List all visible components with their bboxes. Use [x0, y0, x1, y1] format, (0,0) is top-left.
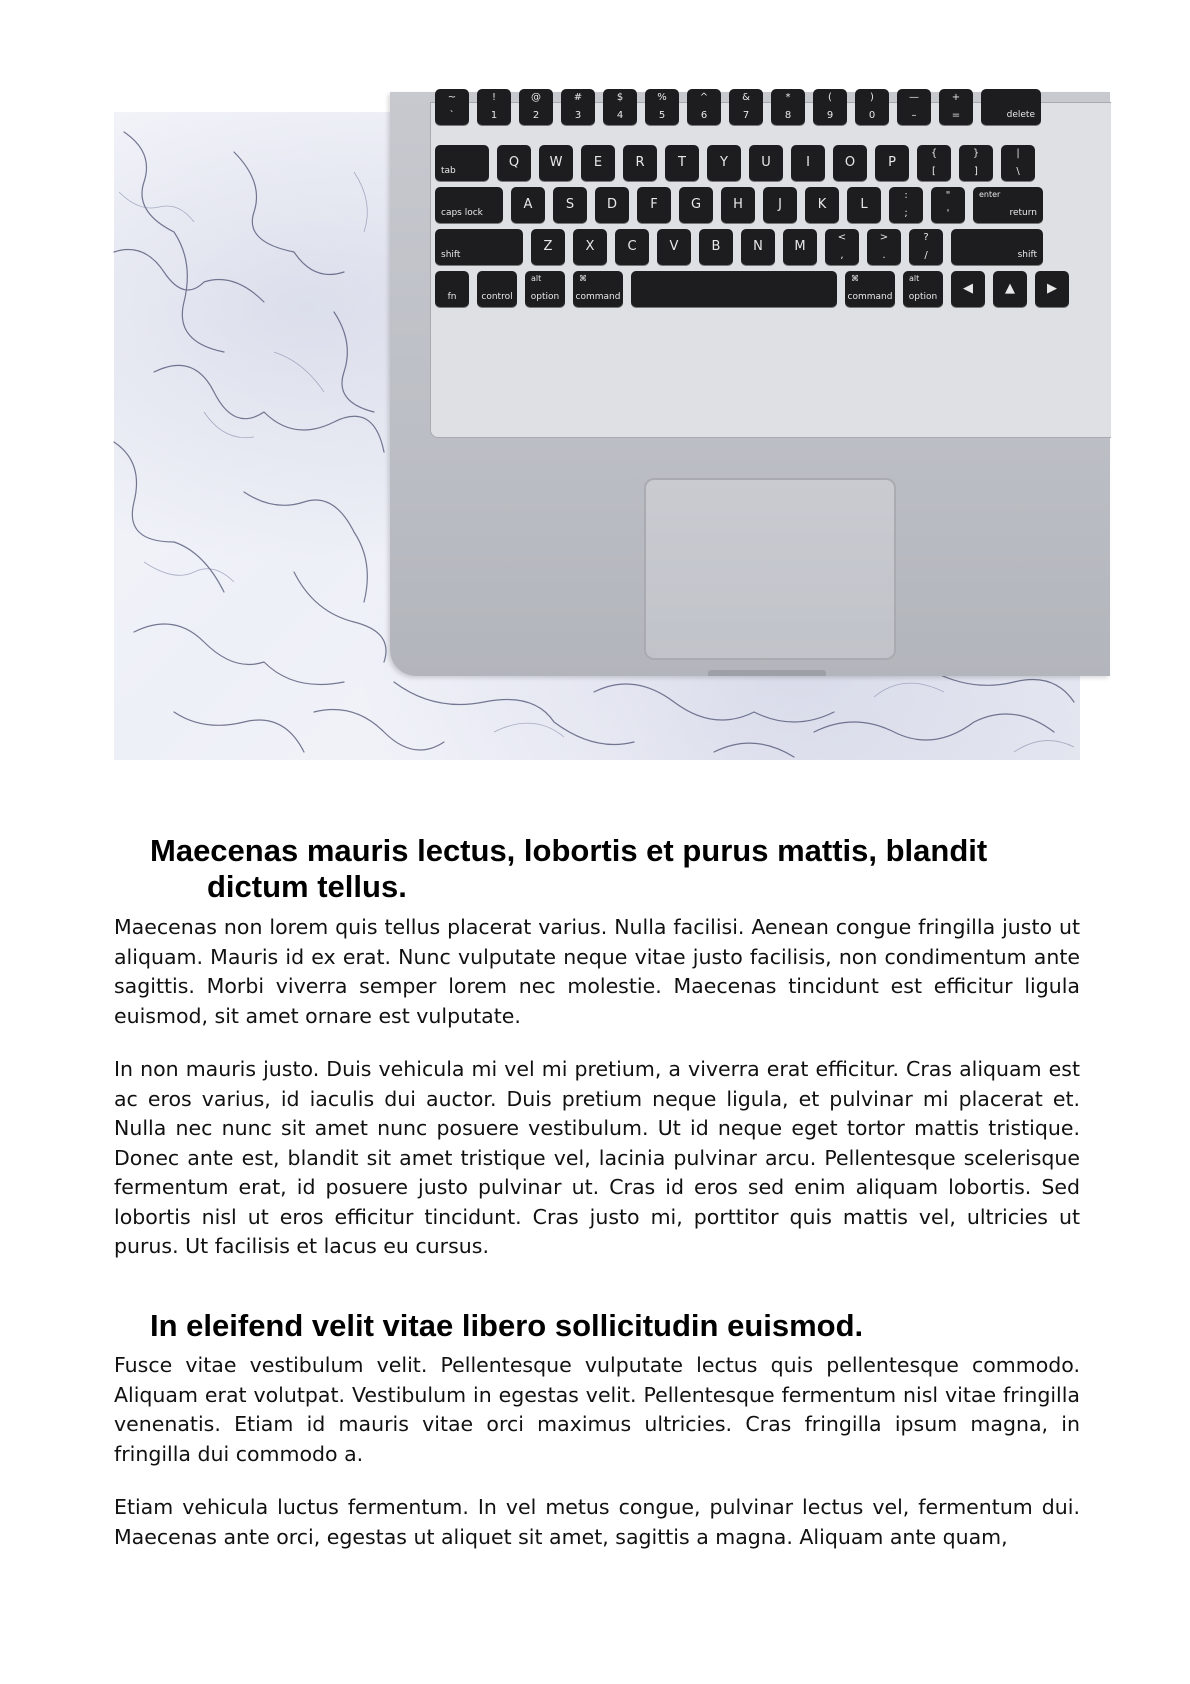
keyboard-key — [749, 145, 783, 181]
key-legend: M — [794, 239, 806, 254]
key-legend: X — [585, 239, 595, 254]
keyboard-key — [511, 187, 545, 223]
keyboard-key — [679, 187, 713, 223]
key-legend: | — [1016, 148, 1020, 159]
keyboard-key — [435, 187, 503, 223]
key-legend: R — [635, 155, 645, 170]
keyboard-key — [917, 145, 951, 181]
key-legend: : — [904, 190, 908, 201]
key-legend: ' — [946, 208, 950, 219]
keyboard-key — [707, 145, 741, 181]
keyboard-key — [897, 89, 931, 125]
key-legend: shift — [441, 250, 461, 260]
keyboard-key — [741, 229, 775, 265]
keyboard-key — [623, 145, 657, 181]
keyboard-key — [951, 271, 985, 307]
keyboard-key — [435, 145, 489, 181]
keyboard-key — [553, 187, 587, 223]
key-legend: , — [840, 250, 844, 261]
keyboard-key — [867, 229, 901, 265]
keyboard-key — [435, 271, 469, 307]
keyboard-key — [581, 145, 615, 181]
key-legend: G — [690, 197, 702, 212]
laptop — [390, 92, 1110, 676]
keyboard-key — [959, 145, 993, 181]
key-legend: command — [575, 292, 621, 302]
section-2-heading: In eleifend velit vitae libero sollicitudin euismod. — [150, 1308, 864, 1343]
key-legend: W — [549, 155, 563, 170]
keyboard-key — [665, 145, 699, 181]
section-1-heading-line-1: Maecenas mauris lectus, lobortis et purus mattis, blandit — [150, 833, 988, 868]
keyboard-key — [477, 89, 511, 125]
key-legend: — — [909, 92, 919, 103]
key-legend: " — [945, 190, 951, 201]
key-legend: B — [711, 239, 721, 254]
key-legend: fn — [447, 292, 457, 302]
section-2-paragraph-2: Etiam vehicula luctus fermentum. In vel metus congue, pulvinar lectus vel, fermentum dui. Maecenas ante orci, egestas ut aliquet sit amet, sagittis a magna. Aliquam ante quam, — [114, 1495, 1080, 1549]
key-legend: ⌘ — [851, 274, 859, 283]
keyboard-key — [981, 89, 1041, 125]
keyboard-key — [791, 145, 825, 181]
key-legend: enter — [979, 190, 1001, 199]
keyboard-key — [939, 89, 973, 125]
key-legend: O — [844, 155, 856, 170]
keyboard-key — [855, 89, 889, 125]
keyboard-key — [657, 229, 691, 265]
key-legend: 9 — [826, 110, 834, 121]
key-legend: > — [879, 232, 889, 243]
keyboard-key — [637, 187, 671, 223]
key-legend: alt — [909, 274, 920, 283]
keyboard-key — [909, 229, 943, 265]
key-legend: alt — [531, 274, 542, 283]
key-legend: 5 — [658, 110, 666, 121]
key-legend: ; — [904, 208, 908, 219]
key-legend: – — [911, 110, 917, 121]
key-legend: ] — [974, 166, 978, 177]
key-legend: option — [908, 292, 938, 302]
key-legend: I — [806, 155, 810, 170]
key-legend: ) — [870, 92, 874, 103]
keyboard-key — [477, 271, 517, 307]
keyboard-key — [973, 187, 1043, 223]
key-legend: Y — [720, 155, 728, 170]
key-legend: 2 — [532, 110, 540, 121]
key-legend: 3 — [574, 110, 582, 121]
key-legend: V — [669, 239, 679, 254]
key-legend: F — [650, 197, 658, 212]
keyboard-key — [1001, 145, 1035, 181]
key-legend: ` — [449, 110, 455, 121]
keyboard-key — [539, 145, 573, 181]
section-1-paragraph-1: Maecenas non lorem quis tellus placerat varius. Nulla facilisi. Aenean congue fringilla justo ut aliquam. Mauris id ex erat. Nunc vulputate neque vitae justo facilisis, non condimentum ante sagittis. Morbi viverra semper lorem nec molestie. Maecenas tincidunt est efficitur ligula euismod, sit amet ornare est vulputate. — [114, 915, 1080, 1028]
key-legend: 6 — [700, 110, 708, 121]
key-legend: K — [817, 197, 827, 212]
key-legend: \ — [1016, 166, 1020, 177]
key-legend: N — [753, 239, 763, 254]
key-legend: S — [565, 197, 575, 212]
keyboard-key — [825, 229, 859, 265]
key-legend: = — [951, 110, 961, 121]
section-2-paragraph-1: Fusce vitae vestibulum velit. Pellentesque vulputate lectus quis pellentesque commodo. Aliquam erat volutpat. Vestibulum in egestas velit. Pellentesque fermentum nisl vitae fringilla venenatis. Etiam id mauris vitae orci maximus ultricies. Cras fringilla ipsum magna, in fringilla dui commodo a. — [114, 1353, 1080, 1466]
key-legend: P — [888, 155, 896, 170]
keyboard-key — [615, 229, 649, 265]
keyboard-key — [699, 229, 733, 265]
keyboard — [430, 92, 1111, 438]
key-legend: ▲ — [1005, 281, 1015, 296]
key-legend: 8 — [784, 110, 792, 121]
key-legend: J — [778, 197, 782, 212]
keyboard-key — [631, 271, 837, 307]
key-legend: 0 — [868, 110, 876, 121]
section-1-paragraph-2: In non mauris justo. Duis vehicula mi vel mi pretium, a viverra erat efficitur. Cras aliquam est ac eros varius, id iaculis dui auctor. Duis pretium neque ligula, et pulvinar mi placerat et. Nulla nec nunc sit amet nunc posuere vestibulum. Ut id neque eget tortor mattis tristique. Donec ante est, blandit sit amet tristique vel, lacinia pulvinar arcu. Pellentesque scelerisque fermentum erat, id posuere justo pulvinar ut. Cras id eros sed enim aliquam lobortis. Sed lobortis nisl ut eros efficitur tincidunt. Cras justo mi, porttitor quis mattis vel, ultricies ut purus. Ut facilisis et lacus eu cursus. — [114, 1057, 1080, 1258]
keyboard-key — [561, 89, 595, 125]
key-legend: return — [1009, 208, 1037, 218]
key-legend: $ — [616, 92, 624, 103]
keyboard-key — [1035, 271, 1069, 307]
keyboard-key — [687, 89, 721, 125]
keyboard-key — [531, 229, 565, 265]
keyboard-key — [951, 229, 1043, 265]
key-legend: ⌘ — [579, 274, 587, 283]
keyboard-key — [875, 145, 909, 181]
keyboard-key — [813, 89, 847, 125]
key-legend: { — [930, 148, 938, 159]
key-legend: < — [837, 232, 847, 243]
keyboard-key — [833, 145, 867, 181]
key-legend: E — [593, 155, 603, 170]
keyboard-key — [721, 187, 755, 223]
keyboard-key — [931, 187, 965, 223]
keyboard-key — [435, 229, 523, 265]
keyboard-key — [771, 89, 805, 125]
key-legend: } — [972, 148, 980, 159]
section-1-heading-line-2: dictum tellus. — [207, 869, 407, 904]
keyboard-key — [847, 187, 881, 223]
keyboard-key — [763, 187, 797, 223]
laptop-notch — [708, 670, 826, 676]
keyboard-key — [729, 89, 763, 125]
key-legend: ▶ — [1047, 281, 1057, 296]
keyboard-key — [993, 271, 1027, 307]
key-legend: . — [882, 250, 886, 261]
keyboard-key — [903, 271, 943, 307]
key-legend: ( — [828, 92, 832, 103]
keyboard-key — [783, 229, 817, 265]
keyboard-key — [845, 271, 895, 307]
key-legend: Z — [543, 239, 553, 254]
keyboard-key — [435, 89, 469, 125]
keyboard-key — [573, 271, 623, 307]
key-legend: 7 — [742, 110, 750, 121]
key-legend: delete — [1006, 110, 1035, 120]
key-legend: ~ — [447, 92, 457, 103]
key-legend: @ — [531, 92, 541, 103]
key-legend: H — [733, 197, 743, 212]
key-legend: caps lock — [441, 208, 483, 218]
key-legend: T — [678, 155, 686, 170]
keyboard-key — [519, 89, 553, 125]
key-legend: ◀ — [963, 281, 973, 296]
keyboard-key — [497, 145, 531, 181]
key-legend: tab — [441, 166, 456, 176]
key-legend: ^ — [699, 92, 709, 103]
key-legend: L — [860, 197, 868, 212]
key-legend: / — [924, 250, 928, 261]
keyboard-key — [525, 271, 565, 307]
key-legend: Q — [508, 155, 520, 170]
key-legend: ! — [491, 92, 496, 103]
key-legend: % — [657, 92, 667, 103]
keyboard-key — [573, 229, 607, 265]
key-legend: ? — [923, 232, 929, 243]
key-legend: # — [573, 92, 583, 103]
key-legend: * — [785, 92, 791, 103]
key-legend: & — [742, 92, 750, 103]
key-legend: [ — [932, 166, 936, 177]
key-legend: shift — [1017, 250, 1037, 260]
key-legend: + — [951, 92, 961, 103]
key-legend: option — [530, 292, 560, 302]
keyboard-key — [603, 89, 637, 125]
key-legend: command — [847, 292, 893, 302]
key-legend: 4 — [616, 110, 624, 121]
key-legend: A — [523, 197, 533, 212]
keyboard-key — [645, 89, 679, 125]
key-legend: C — [627, 239, 637, 254]
keyboard-key — [805, 187, 839, 223]
keyboard-key — [595, 187, 629, 223]
trackpad — [644, 478, 896, 660]
hero-photo-laptop-on-marble — [114, 92, 1080, 760]
key-legend: control — [481, 292, 513, 302]
key-legend: D — [606, 197, 617, 212]
key-legend: U — [761, 155, 771, 170]
key-legend: 1 — [490, 110, 498, 121]
keyboard-key — [889, 187, 923, 223]
